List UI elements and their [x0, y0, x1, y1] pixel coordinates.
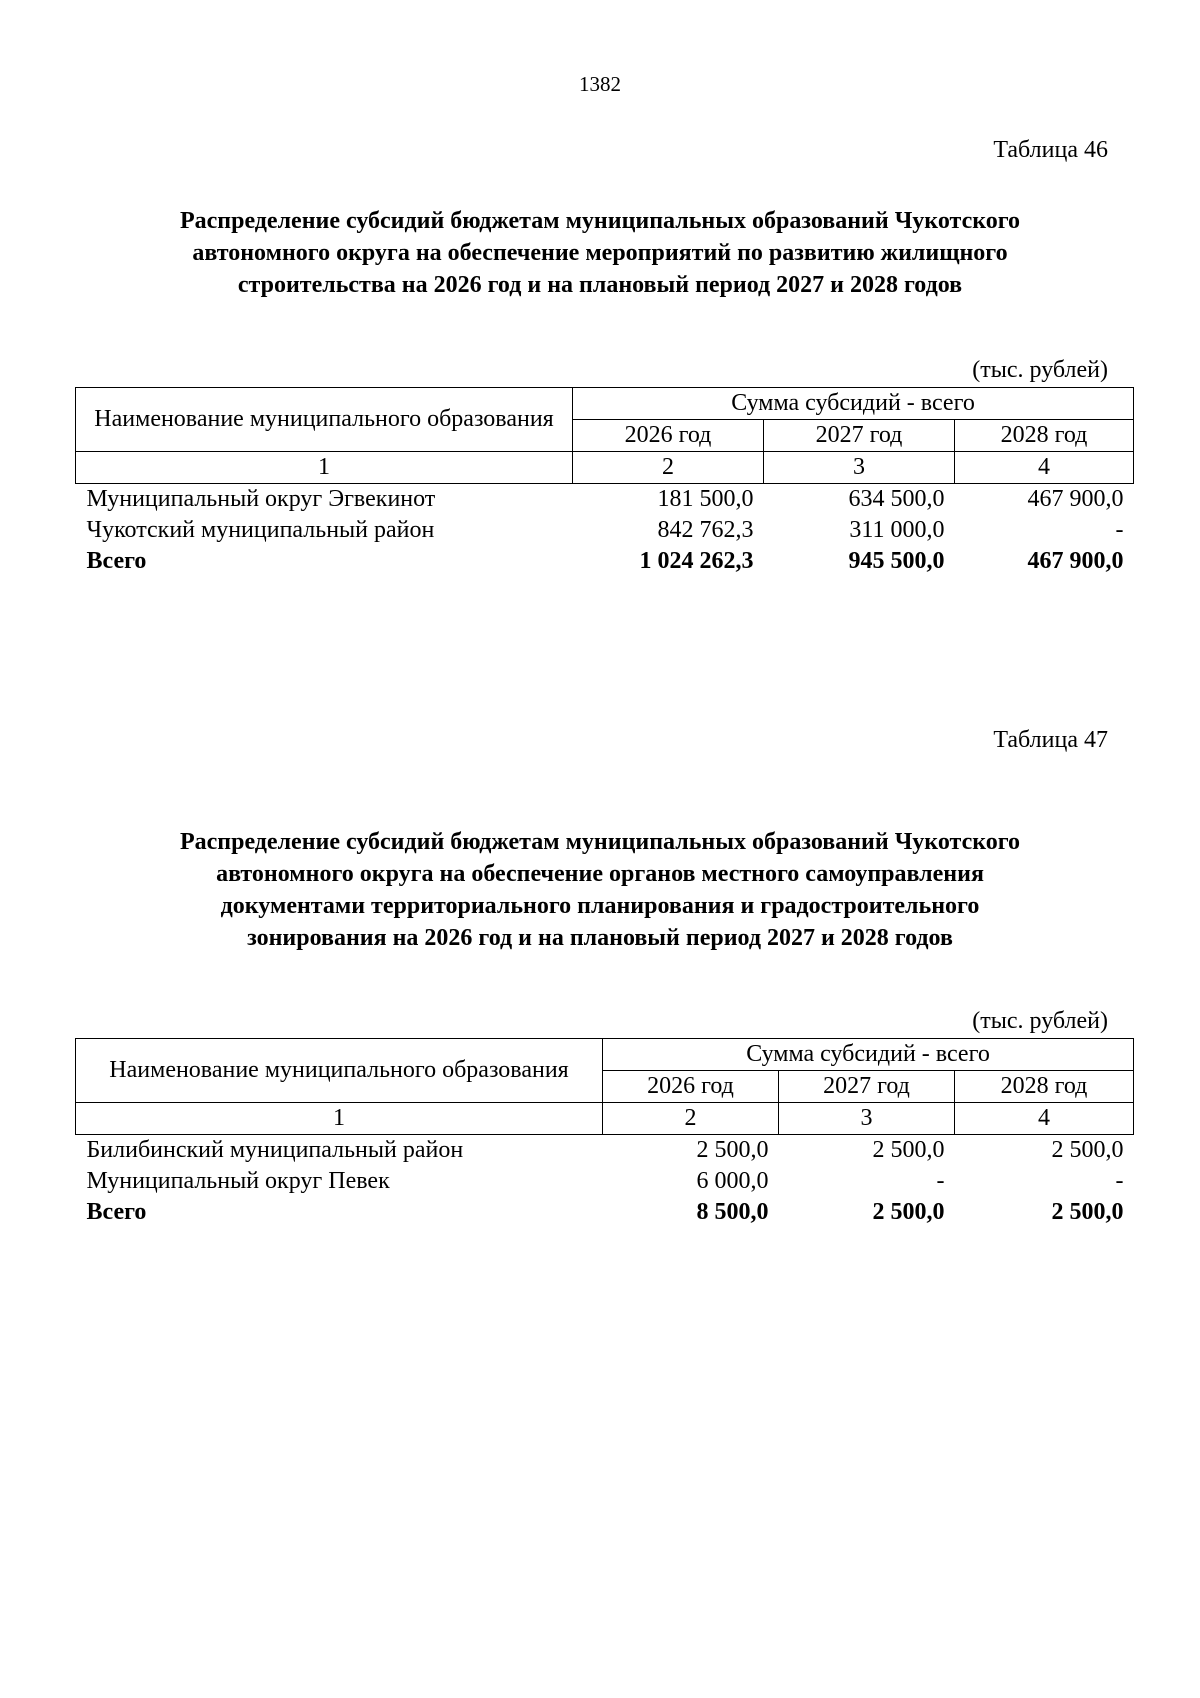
value-cell: 634 500,0: [848, 486, 945, 512]
total-row: [76, 546, 1134, 577]
sum-column-header: Сумма субсидий - всего: [573, 388, 1134, 420]
column-number: 3: [764, 452, 955, 484]
total-row: [76, 1197, 1134, 1228]
total-label: Всего: [86, 548, 147, 574]
title-line: автономного округа на обеспечение органов местного самоуправления: [216, 861, 984, 887]
column-number: 4: [955, 452, 1134, 484]
table-label: Таблица 47: [993, 727, 1108, 753]
table-label: Таблица 46: [993, 137, 1108, 163]
column-number: 4: [955, 1103, 1134, 1135]
total-value: 8 500,0: [696, 1199, 769, 1225]
total-value: 1 024 262,3: [639, 548, 754, 574]
units-label: (тыс. рублей): [972, 1008, 1108, 1034]
total-value: 467 900,0: [1027, 548, 1124, 574]
name-column-header: Наименование муниципального образования: [76, 1039, 603, 1103]
column-number: 3: [779, 1103, 955, 1135]
value-cell: 842 762,3: [657, 517, 754, 543]
table-row: [76, 515, 1134, 546]
municipality-name: Чукотский муниципальный район: [86, 517, 435, 543]
subsidy-table: [75, 1038, 1134, 1228]
year-header: 2028 год: [955, 420, 1134, 452]
subsidy-table: [75, 387, 1134, 577]
table-row: [76, 484, 1134, 516]
column-number: 1: [76, 452, 573, 484]
total-value: 2 500,0: [1051, 1199, 1124, 1225]
column-number: 1: [76, 1103, 603, 1135]
table-title: [80, 205, 1120, 301]
title-line: документами территориального планирования и градостроительного: [220, 893, 980, 919]
year-header: 2027 год: [764, 420, 955, 452]
title-line: автономного округа на обеспечение мероприятий по развитию жилищного: [192, 240, 1008, 266]
value-cell: 6 000,0: [696, 1168, 769, 1194]
value-cell: -: [1115, 517, 1124, 543]
value-cell: -: [1115, 1168, 1124, 1194]
value-cell: 2 500,0: [872, 1137, 945, 1163]
year-header: 2028 год: [955, 1071, 1134, 1103]
column-number: 2: [603, 1103, 779, 1135]
value-cell: 467 900,0: [1027, 486, 1124, 512]
value-cell: -: [936, 1168, 945, 1194]
total-value: 2 500,0: [872, 1199, 945, 1225]
column-number: 2: [573, 452, 764, 484]
year-header: 2026 год: [573, 420, 764, 452]
title-line: Распределение субсидий бюджетам муниципальных образований Чукотского: [179, 829, 1021, 855]
column-numbers-row: [76, 1103, 1134, 1135]
header-row: [76, 1039, 1134, 1071]
value-cell: 311 000,0: [849, 517, 945, 543]
units-label: (тыс. рублей): [972, 357, 1108, 383]
municipality-name: Билибинский муниципальный район: [86, 1137, 464, 1163]
page-number: 1382: [579, 72, 621, 96]
municipality-name: Муниципальный округ Певек: [86, 1168, 390, 1194]
table-title: [80, 826, 1120, 954]
sum-column-header: Сумма субсидий - всего: [603, 1039, 1134, 1071]
year-header: 2027 год: [779, 1071, 955, 1103]
value-cell: 2 500,0: [1051, 1137, 1124, 1163]
total-label: Всего: [86, 1199, 147, 1225]
header-row: [76, 388, 1134, 420]
name-column-header: Наименование муниципального образования: [76, 388, 573, 452]
table-row: [76, 1166, 1134, 1197]
title-line: Распределение субсидий бюджетам муниципальных образований Чукотского: [179, 208, 1021, 234]
value-cell: 2 500,0: [696, 1137, 769, 1163]
column-numbers-row: [76, 452, 1134, 484]
value-cell: 181 500,0: [657, 486, 754, 512]
total-value: 945 500,0: [848, 548, 945, 574]
table-row: [76, 1135, 1134, 1167]
title-line: зонирования на 2026 год и на плановый период 2027 и 2028 годов: [247, 925, 953, 951]
municipality-name: Муниципальный округ Эгвекинот: [86, 486, 436, 512]
year-header: 2026 год: [603, 1071, 779, 1103]
title-line: строительства на 2026 год и на плановый период 2027 и 2028 годов: [237, 272, 963, 298]
